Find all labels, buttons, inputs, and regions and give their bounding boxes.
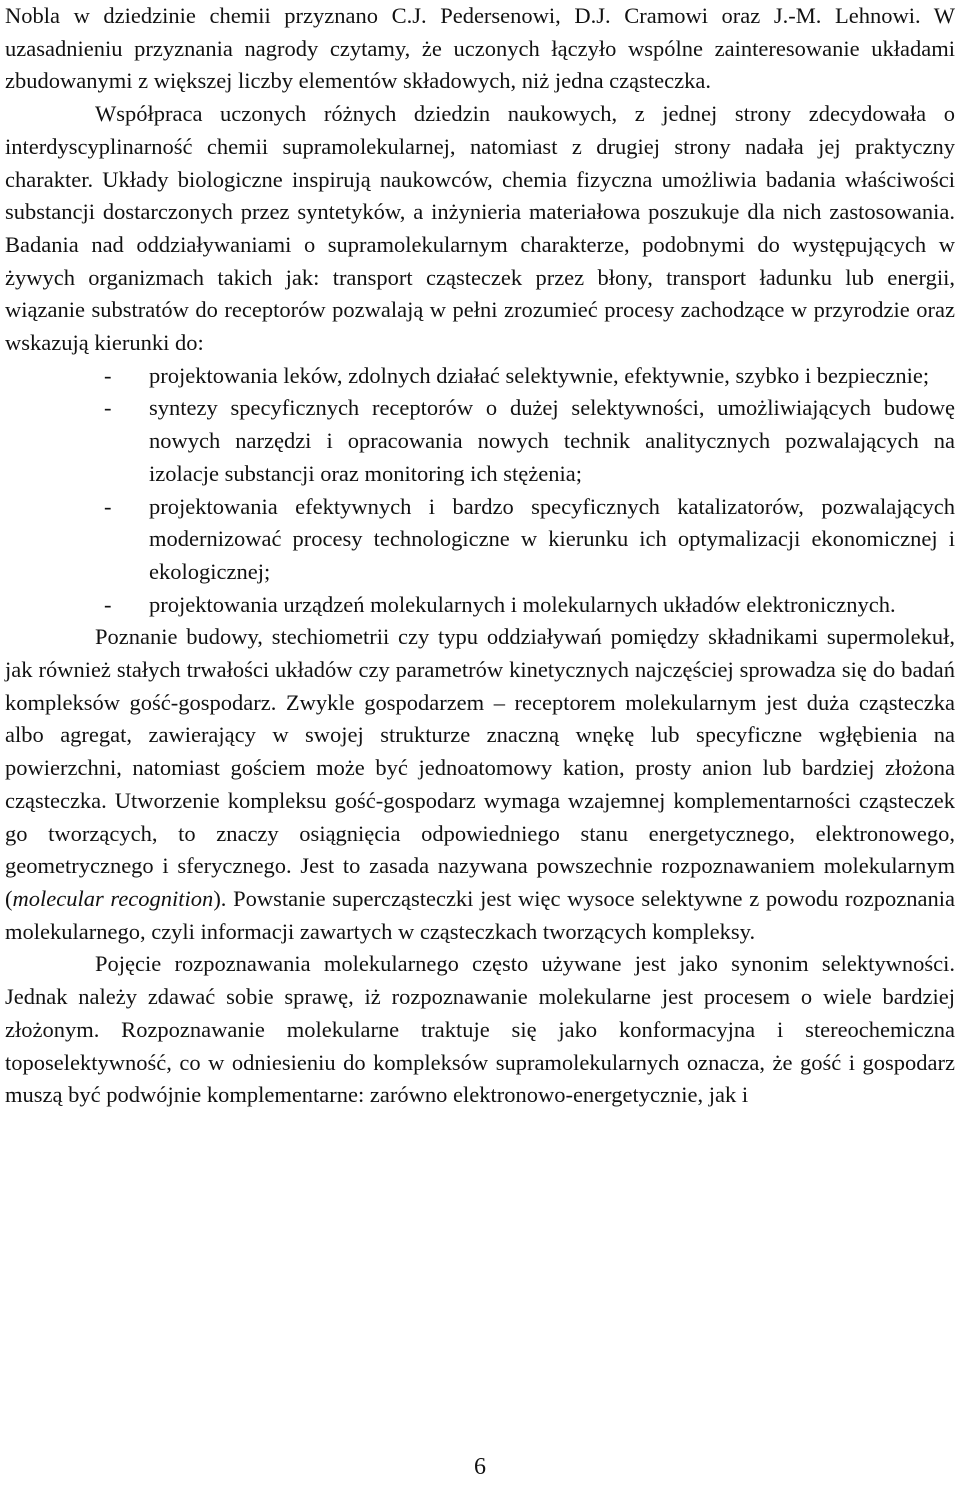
list-item-text: syntezy specyficznych receptorów o dużej selektywności, umożliwiających budowę nowych narzędzi i opracowania nowych technik analitycznych pozwalających na izolacje substancji oraz monitoring ich stężenia;	[149, 395, 955, 486]
list-item-text: projektowania urządzeń molekularnych i molekularnych układów elektronicznych.	[149, 591, 896, 617]
paragraph-structure	[5, 621, 955, 948]
list-item	[5, 491, 955, 589]
list-dash: -	[104, 395, 112, 421]
list-item	[5, 360, 955, 393]
list-item-text: projektowania leków, zdolnych działać selektywnie, efektywnie, szybko i bezpiecznie;	[149, 362, 930, 388]
paragraph-structure-text-end: ). Powstanie supercząsteczki jest więc wysoce selektywne z powodu rozpoznania molekularnego, czyli informacji zawartych w cząsteczkach tworzących kompleksy.	[5, 885, 955, 944]
page-number: 6	[474, 1454, 486, 1480]
italic-term: molecular recognition	[12, 885, 214, 911]
list-item	[5, 392, 955, 490]
document-page	[5, 0, 955, 1112]
list-dash: -	[104, 591, 112, 617]
list-dash: -	[104, 362, 112, 388]
application-list	[5, 360, 955, 622]
paragraph-cooperation: Współpraca uczonych różnych dziedzin naukowych, z jednej strony zdecydowała o interdyscyplinarność chemii supramolekularnej, natomiast z drugiej strony nadała jej praktyczny charakter. Układy biologiczne inspirują naukowców, chemia fizyczna umożliwia badania właściwości substancji dostarczonych przez syntetyków, a inżynieria materiałowa poszukuje dla nich zastosowania. Badania nad oddziaływaniami o supramolekularnym charakterze, podobnymi do występujących w żywych organizmach takich jak: transport cząsteczek przez błony, transport ładunku lub energii, wiązanie substratów do receptorów pozwalają w pełni zrozumieć procesy zachodzące w przyrodzie oraz wskazują kierunki do:	[5, 101, 955, 356]
paragraph-structure-text: Poznanie budowy, stechiometrii czy typu oddziaływań pomiędzy składnikami supermolekuł, jak również stałych trwałości układów czy parametrów kinetycznych najczęściej sprowadza się do badań kompleksów gość-gospodarz. Zwykle gospodarzem – receptorem molekularnym jest duża cząsteczka albo agregat, zawierający w swojej strukturze znaczną wnękę lub specyficzne wgłębienia na powierzchni, natomiast gościem może być jednoatomowy kation, prosty anion lub bardziej złożona cząsteczka. Utworzenie kompleksu gość-gospodarz wymaga wzajemnej komplementarności cząsteczek go tworzących, to znaczy osiągnięcia odpowiedniego stanu energetycznego, elektronowego, geometrycznego i sferycznego. Jest to zasada nazywana powszechnie rozpoznawaniem molekularnym (	[5, 624, 955, 911]
list-dash: -	[104, 493, 112, 519]
list-item-text: projektowania efektywnych i bardzo specyficznych katalizatorów, pozwalających modernizować procesy technologiczne w kierunku ich optymalizacji ekonomicznej i ekologicznej;	[149, 493, 955, 584]
list-item	[5, 589, 955, 622]
paragraph-intro: Nobla w dziedzinie chemii przyznano C.J. Pedersenowi, D.J. Cramowi oraz J.-M. Lehnowi. W uzasadnieniu przyznania nagrody czytamy, że uczonych łączyło wspólne zainteresowanie układami zbudowanymi z większej liczby elementów składowych, niż jedna cząsteczka.	[5, 3, 955, 94]
paragraph-recognition: Pojęcie rozpoznawania molekularnego często używane jest jako synonim selektywności. Jednak należy zdawać sobie sprawę, iż rozpoznawanie molekularne jest procesem o wiele bardziej złożonym. Rozpoznawanie molekularne traktuje się jako konformacyjna i stereochemiczna toposelektywność, co w odniesieniu do kompleksów supramolekularnych oznacza, że gość i gospodarz muszą być podwójnie komplementarne: zarówno elektronowo-energetycznie, jak i	[5, 951, 955, 1108]
